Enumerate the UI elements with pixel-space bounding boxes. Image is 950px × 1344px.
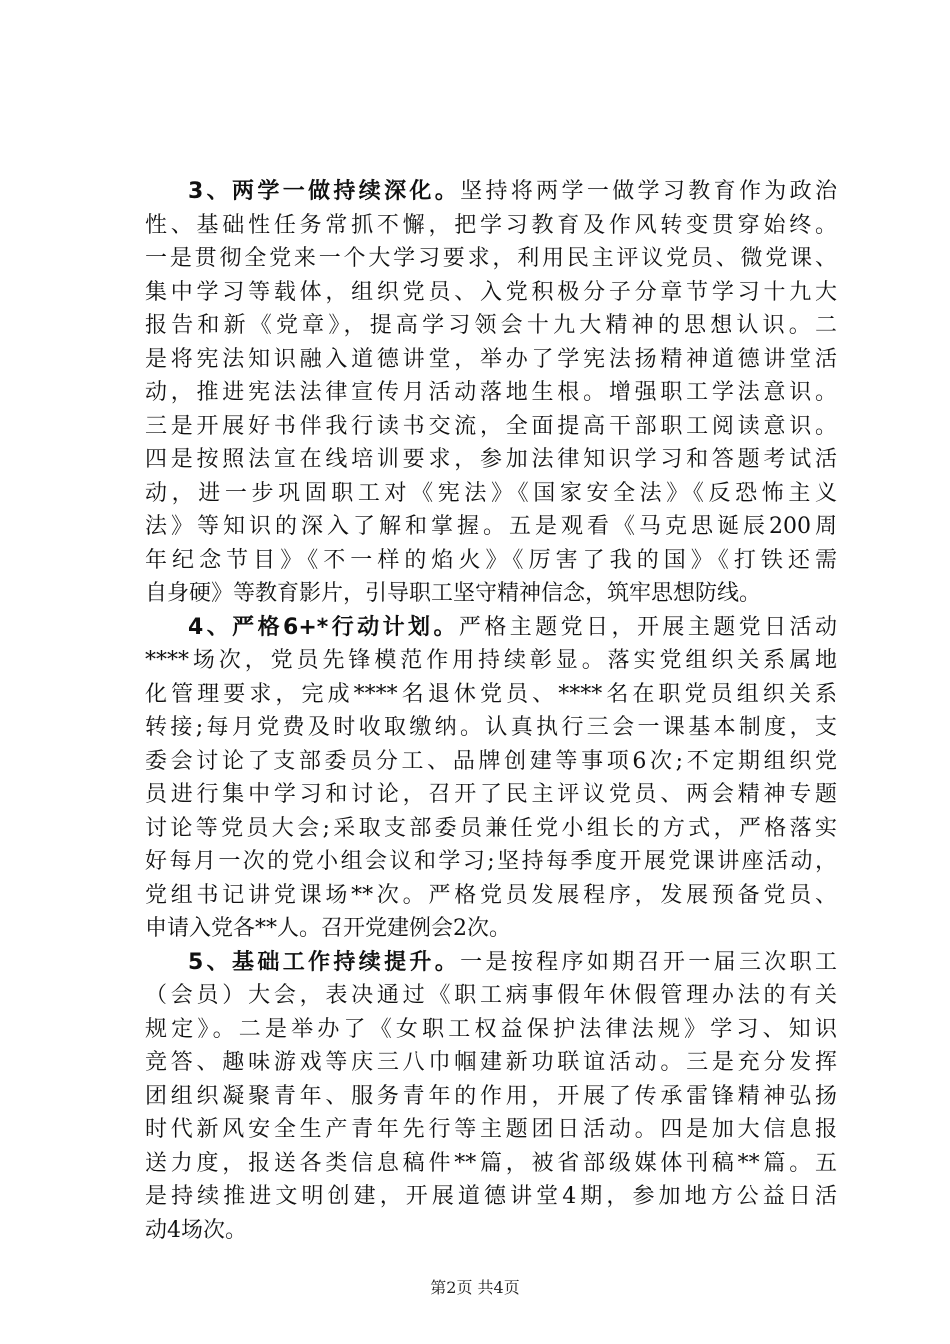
paragraph-line: 送力度，报送各类信息稿件**篇，被省部级媒体刊稿**篇。五 — [145, 1150, 837, 1176]
paragraph-line: 是将宪法知识融入道德讲堂，举办了学宪法扬精神道德讲堂活 — [145, 346, 837, 372]
paragraph-line: 讨论等党员大会;采取支部委员兼任党小组长的方式，严格落实 — [145, 815, 837, 841]
paragraph-line: （会员）大会，表决通过《职工病事假年休假管理办法的有关 — [145, 983, 837, 1008]
paragraph-line: 动，进一步巩固职工对《宪法》《国家安全法》《反恐怖主义 — [145, 480, 837, 506]
paragraph-line: 规定》。二是举办了《女职工权益保护法律法规》学习、知识 — [145, 1016, 837, 1042]
paragraph-line: 四是按照法宣在线培训要求，参加法律知识学习和答题考试活 — [145, 447, 837, 472]
paragraph-line: 性、基础性任务常抓不懈，把学习教育及作风转变贯穿始终。 — [145, 212, 837, 238]
paragraph-line: 申请入党各**人。召开党建例会2次。 — [145, 916, 511, 941]
paragraph-4 — [145, 611, 837, 946]
paragraph-line: 员进行集中学习和讨论，召开了民主评议党员、两会精神专题 — [145, 782, 837, 807]
page-number-footer: 第2页 共4页 — [430, 1278, 520, 1297]
paragraph-line: 三是开展好书伴我行读书交流，全面提高干部职工阅读意识。 — [145, 413, 837, 439]
paragraph-line: 一是贯彻全党来一个大学习要求，利用民主评议党员、微党课、 — [145, 246, 837, 271]
paragraph-line: 4、严格6+*行动计划。严格主题党日，开展主题党日活动 — [188, 614, 837, 640]
paragraph-line: 自身硬》等教育影片，引导职工坚守精神信念，筑牢思想防线。 — [145, 581, 762, 606]
paragraph-heading: 4、严格6+*行动计划。 — [188, 614, 459, 640]
document-body — [145, 175, 837, 1247]
paragraph-heading: 5、基础工作持续提升。 — [188, 949, 461, 975]
paragraph-line: 是持续推进文明创建，开展道德讲堂4期，参加地方公益日活 — [145, 1184, 837, 1209]
paragraph-line: 化管理要求，完成****名退休党员、****名在职党员组织关系 — [145, 681, 837, 707]
paragraph-line: 转接;每月党费及时收取缴纳。认真执行三会一课基本制度，支 — [145, 715, 837, 740]
paragraph-line: 团组织凝聚青年、服务青年的作用，开展了传承雷锋精神弘扬 — [145, 1083, 837, 1109]
paragraph-line: 5、基础工作持续提升。一是按程序如期召开一届三次职工 — [188, 949, 837, 975]
paragraph-line: 集中学习等载体，组织党员、入党积极分子分章节学习十九大 — [145, 279, 837, 305]
paragraph-line: 竞答、趣味游戏等庆三八巾帼建新功联谊活动。三是充分发挥 — [145, 1050, 837, 1075]
paragraph-line: ****场次，党员先锋模范作用持续彰显。落实党组织关系属地 — [145, 648, 837, 673]
paragraph-line: 年纪念节目》《不一样的焰火》《厉害了我的国》《打铁还需 — [145, 547, 837, 573]
paragraph-line: 时代新风安全生产青年先行等主题团日活动。四是加大信息报 — [145, 1117, 837, 1142]
paragraph-5 — [145, 946, 837, 1248]
paragraph-line: 动4场次。 — [145, 1217, 247, 1243]
paragraph-line: 委会讨论了支部委员分工、品牌创建等事项6次;不定期组织党 — [145, 748, 837, 774]
paragraph-line: 好每月一次的党小组会议和学习;坚持每季度开展党课讲座活动， — [145, 849, 837, 874]
paragraph-3 — [145, 175, 837, 611]
paragraph-line: 党组书记讲党课场**次。严格党员发展程序，发展预备党员、 — [145, 882, 837, 908]
paragraph-line: 法》等知识的深入了解和掌握。五是观看《马克思诞辰200周 — [145, 514, 837, 539]
paragraph-line: 报告和新《党章》，提高学习领会十九大精神的思想认识。二 — [145, 313, 837, 338]
paragraph-line: 动，推进宪法法律宣传月活动落地生根。增强职工学法意识。 — [145, 380, 837, 405]
paragraph-heading: 3、两学一做持续深化。 — [188, 179, 461, 204]
paragraph-line: 3、两学一做持续深化。坚持将两学一做学习教育作为政治 — [188, 179, 837, 204]
